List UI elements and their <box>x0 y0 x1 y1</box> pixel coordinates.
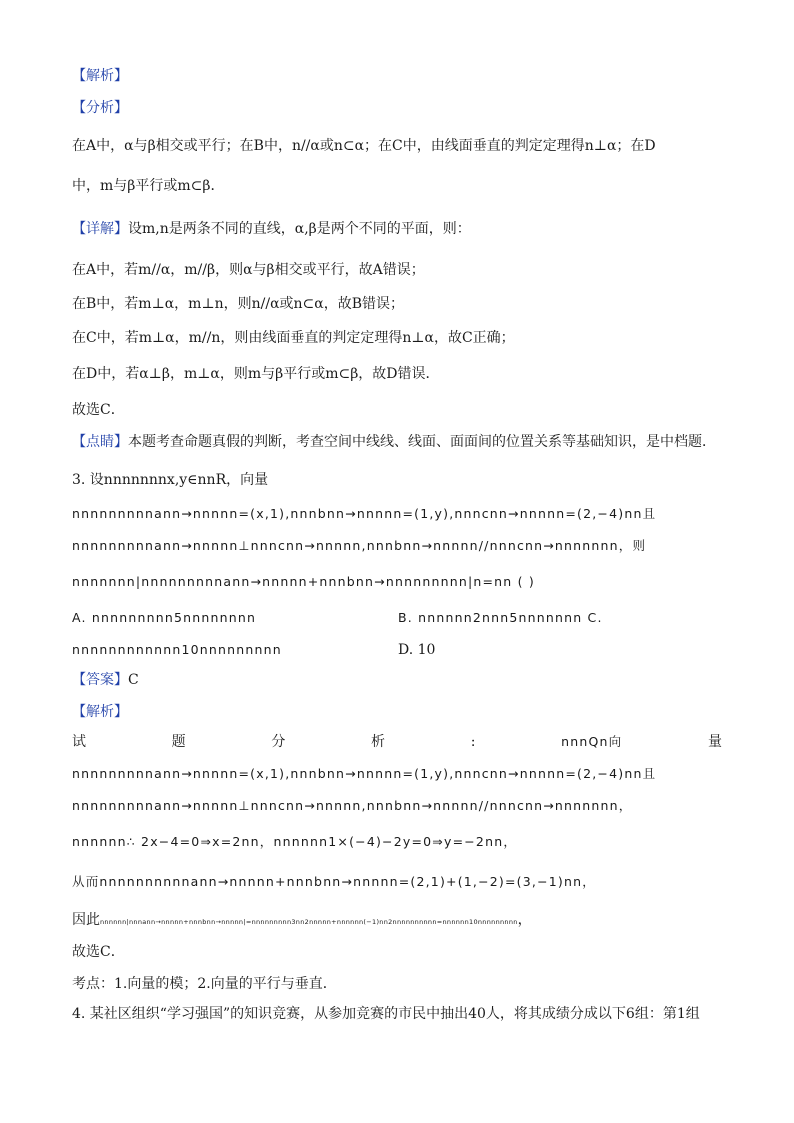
solution-line-5: 从而nnnnnnnnnnann→nnnnn+nnnbnn→nnnnn=(2,1)+(1,−2)=(3,−1)nn， <box>72 874 596 889</box>
solution-kaodian: 考点：1.向量的模；2.向量的平行与垂直． <box>72 976 337 992</box>
solution-line-3: nnnnnnnnnann→nnnnn⊥nnncnn→nnnnn,nnnbnn→nnnnn//nnncnn→nnnnnnn， <box>72 798 633 813</box>
analysis-line-1: 在A中，α与β相交或平行；在B中，n//α或n⊂α；在C中，由线面垂直的判定定理得n⊥α；在D <box>72 138 656 154</box>
solution-word-1: 试 <box>72 734 86 750</box>
q4-stem-line-1: 4. 某社区组织“学习强国”的知识竞赛，从参加竞赛的市民中抽出40人，将其成绩分成以下6组：第1组 <box>72 1006 700 1022</box>
solution-line-6-end: ， <box>517 912 532 928</box>
solution-word-2: 题 <box>171 734 186 750</box>
jiexi-heading: 【解析】 <box>72 68 128 84</box>
dianjing-heading: 【点睛】 <box>72 434 128 450</box>
dianjing-text: 本题考查命题真假的判断，考查空间中线线、线面、面面间的位置关系等基础知识，是中档题． <box>128 434 716 450</box>
q3-option-d: D. 10 <box>398 642 436 658</box>
solution-line-4: nnnnnn∴ 2x−4=0⇒x=2nn，nnnnnn1×(−4)−2y=0⇒y=−2nn， <box>72 834 518 849</box>
jiexi2-heading: 【解析】 <box>72 704 128 720</box>
solution-choice: 故选C． <box>72 944 125 960</box>
solution-line-6 <box>72 910 532 932</box>
q3-stem-line-1: 3. 设nnnnnnnx,y∈nnR，向量 <box>72 472 269 488</box>
solution-word-5: : <box>470 734 476 750</box>
solution-word-6: nnnQn向 <box>561 734 623 749</box>
xiangjie-heading: 【详解】 <box>72 221 128 237</box>
q3-stem-line-2: nnnnnnnnnann→nnnnn=(x,1),nnnbnn→nnnnn=(1,y),nnncnn→nnnnn=(2,−4)nn且 <box>72 506 657 521</box>
detail-option-c: 在C中，若m⊥α，m//n，则由线面垂直的判定定理得n⊥α，故C正确； <box>72 330 515 346</box>
detail-intro-text: 设m,n是两条不同的直线，α,β是两个不同的平面，则： <box>128 221 471 237</box>
q3-option-a: A. nnnnnnnnn5nnnnnnnn <box>72 610 257 625</box>
solution-word-7: 量 <box>707 734 722 750</box>
answer-line <box>72 670 139 690</box>
solution-line-2: nnnnnnnnnann→nnnnn=(x,1),nnnbnn→nnnnn=(1,y),nnncnn→nnnnn=(2,−4)nn且 <box>72 766 657 781</box>
solution-line-6-formula: nnnnnn|nnnann→nnnnn+nnnbnn→nnnnn|=nnnnnnnnn3nn2nnnnn+nnnnnn(−1)nn2nnnnnnnnnn=nnnnnn10nnnnnnnnn <box>100 918 518 926</box>
fenxi-heading: 【分析】 <box>72 100 128 116</box>
q3-option-b: B. nnnnnn2nnn5nnnnnnn C. <box>398 610 603 625</box>
detail-choice: 故选C． <box>72 402 125 418</box>
q3-option-c: nnnnnnnnnnnn10nnnnnnnnn <box>72 642 282 657</box>
detail-option-d: 在D中，若α⊥β，m⊥α，则m与β平行或m⊂β，故D错误． <box>72 366 440 382</box>
q3-stem-line-3: nnnnnnnnnann→nnnnn⊥nnncnn→nnnnn,nnnbnn→nnnnn//nnncnn→nnnnnnn，则 <box>72 538 647 553</box>
solution-line-1 <box>72 732 722 752</box>
solution-word-3: 分 <box>271 734 286 750</box>
detail-option-b: 在B中，若m⊥α，m⊥n，则n//α或n⊂α，故B错误； <box>72 296 405 312</box>
daan-heading: 【答案】 <box>72 672 128 688</box>
solution-word-4: 析 <box>371 734 386 750</box>
q3-stem-line-4: nnnnnnn|nnnnnnnnnann→nnnnn+nnnbnn→nnnnnnnnn|n=nn ( ) <box>72 574 535 589</box>
dianjing-line <box>72 432 716 452</box>
detail-option-a: 在A中，若m//α，m//β，则α与β相交或平行，故A错误； <box>72 262 425 278</box>
answer-value: C <box>128 672 139 688</box>
analysis-line-2: 中，m与β平行或m⊂β． <box>72 178 225 194</box>
solution-line-6-prefix: 因此 <box>72 912 100 928</box>
detail-intro-line <box>72 219 471 239</box>
